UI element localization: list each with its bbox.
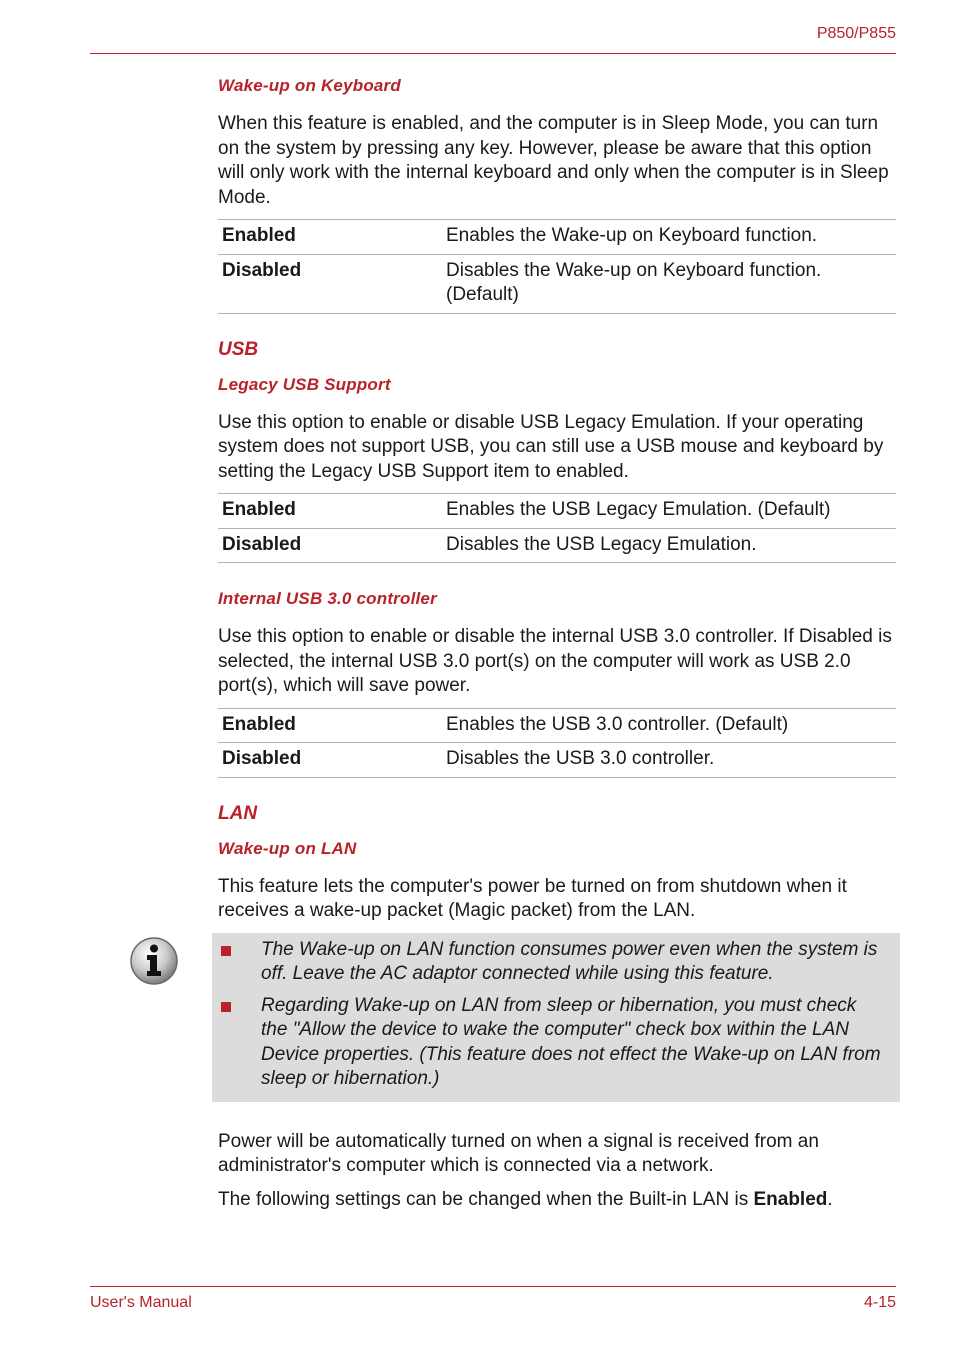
body-wake-lan: This feature lets the computer's power be turned on from shutdown when it receives a wake-up packet (Magic packet) from the LAN. (218, 875, 847, 921)
table-row (218, 220, 896, 255)
table-row (218, 743, 896, 778)
body-lan-settings-prefix: The following settings can be changed when the Built-in LAN is (218, 1188, 754, 1210)
body-lan-settings-suffix: . (827, 1188, 833, 1210)
header-rule (90, 53, 896, 54)
table-value: Disables the Wake-up on Keyboard function. (Default) (442, 254, 896, 313)
table-usb3 (218, 708, 896, 778)
body-lan-power: Power will be automatically turned on when a signal is received from an administrator's computer which is connected via a network. (218, 1130, 819, 1176)
footer-page-number: 4-15 (863, 1294, 896, 1311)
heading-wake-lan: Wake-up on LAN (218, 838, 357, 858)
body-wake-keyboard: When this feature is enabled, and the computer is in Sleep Mode, you can turn on the system by pressing any key. However, please be aware that this option will only work with the internal keyboard and only when the computer is in Sleep Mode. (218, 113, 889, 208)
table-value: Disables the USB Legacy Emulation. (442, 528, 896, 563)
table-key: Disabled (218, 743, 442, 778)
table-key: Enabled (218, 220, 442, 255)
table-value: Enables the USB Legacy Emulation. (Default) (442, 494, 896, 529)
footer-rule (90, 1286, 896, 1287)
table-wake-keyboard (218, 219, 896, 314)
table-value: Disables the USB 3.0 controller. (442, 743, 896, 778)
table-row (218, 254, 896, 313)
heading-wake-keyboard: Wake-up on Keyboard (218, 76, 401, 95)
table-key: Enabled (218, 708, 442, 743)
table-key: Enabled (218, 494, 442, 529)
note-item (212, 938, 900, 987)
table-row (218, 494, 896, 529)
body-legacy-usb: Use this option to enable or disable USB Legacy Emulation. If your operating system does not support USB, you can still use a USB mouse and keyboard by setting the Legacy USB Support item to enabled. (218, 411, 884, 482)
square-bullet-icon (221, 1002, 231, 1012)
table-row (218, 528, 896, 563)
table-value: Enables the Wake-up on Keyboard function. (442, 220, 896, 255)
body-usb3: Use this option to enable or disable the internal USB 3.0 controller. If Disabled is selected, the internal USB 3.0 port(s) on the computer will work as USB 2.0 port(s), which will save power. (218, 626, 892, 696)
heading-lan: LAN (218, 802, 258, 824)
heading-usb3: Internal USB 3.0 controller (218, 589, 437, 608)
heading-usb: USB (218, 338, 259, 360)
page-content (218, 76, 896, 1212)
note-text: Regarding Wake-up on LAN from sleep or hibernation, you must check the "Allow the device to wake the computer" check box within the LAN Device properties. (This feature does not effect the Wake-up on LAN from sleep or hibernation.) (261, 994, 881, 1089)
header-title: P850/P855 (816, 25, 896, 42)
note-box (212, 933, 900, 1102)
body-lan-settings (218, 1188, 896, 1213)
note-callout (212, 933, 896, 1102)
square-bullet-icon (221, 946, 231, 956)
info-icon (129, 936, 179, 986)
table-key: Disabled (218, 254, 442, 313)
table-row (218, 708, 896, 743)
footer-manual-label: User's Manual (90, 1294, 192, 1311)
table-key: Disabled (218, 528, 442, 563)
heading-legacy-usb: Legacy USB Support (218, 374, 391, 394)
body-lan-settings-bold: Enabled (753, 1188, 828, 1210)
note-text: The Wake-up on LAN function consumes power even when the system is off. Leave the AC adaptor connected while using this feature. (261, 938, 878, 984)
note-item (212, 994, 900, 1092)
table-legacy-usb (218, 493, 896, 563)
table-value: Enables the USB 3.0 controller. (Default) (442, 708, 896, 743)
